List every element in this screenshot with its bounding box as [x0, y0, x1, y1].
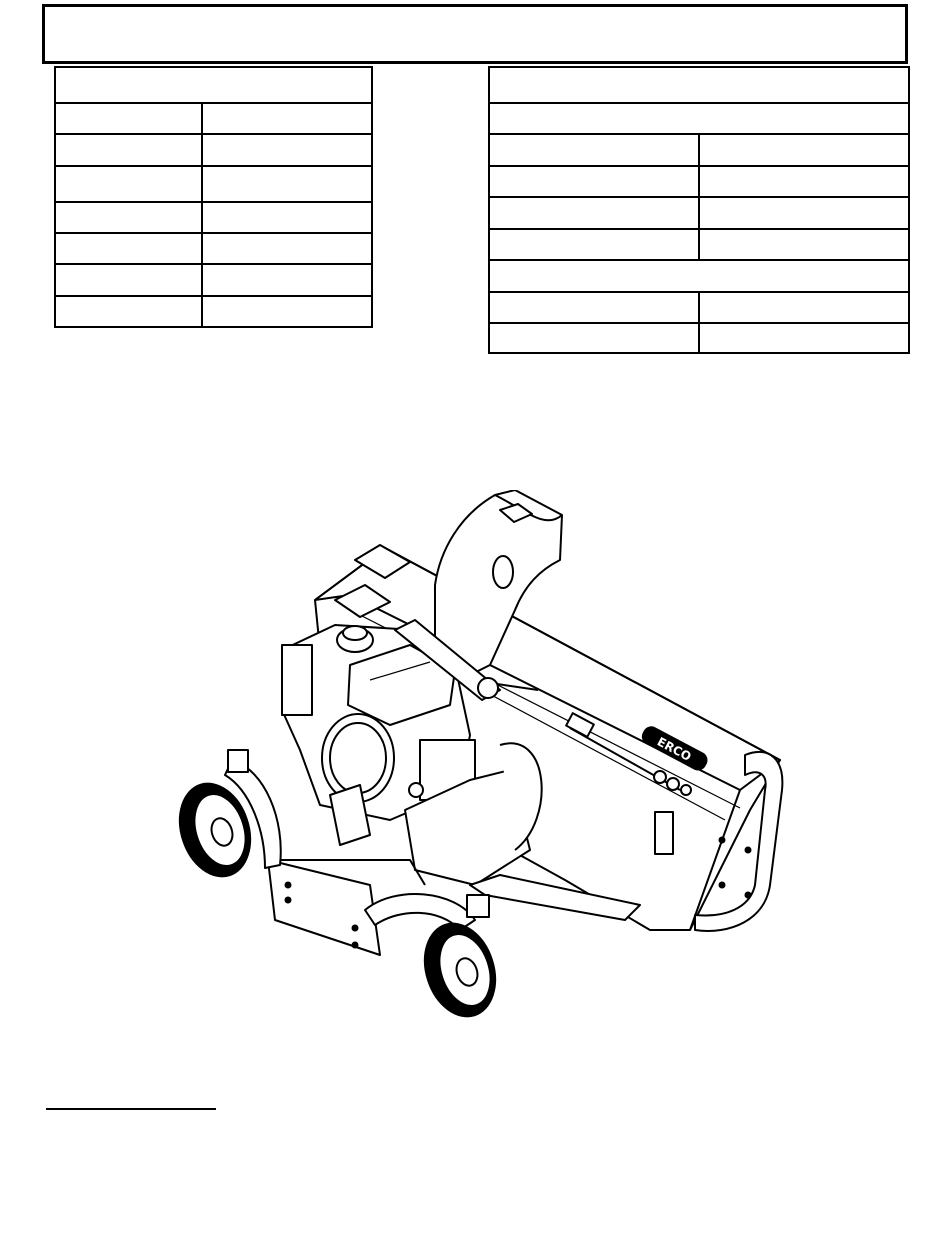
left-spec-table — [54, 66, 373, 328]
table-cell — [699, 166, 909, 197]
table-cell — [489, 134, 699, 166]
table-row — [489, 323, 909, 353]
table-header-row — [55, 67, 372, 103]
right-caster-wheel — [365, 894, 507, 1026]
table-row — [55, 296, 372, 327]
right-table-header — [489, 67, 909, 103]
table-cell — [202, 233, 372, 264]
right-table-section2-header — [489, 260, 909, 292]
table-cell — [55, 103, 202, 134]
table-cell — [202, 202, 372, 233]
table-cell — [202, 103, 372, 134]
table-cell — [55, 264, 202, 296]
snow-blower-illustration — [170, 490, 790, 1030]
table-row — [55, 202, 372, 233]
table-cell — [55, 166, 202, 202]
table-row — [489, 134, 909, 166]
table-cell — [489, 197, 699, 229]
table-row — [489, 292, 909, 323]
left-caster-wheel — [170, 750, 281, 886]
table-header-row — [489, 67, 909, 103]
table-section-row — [489, 260, 909, 292]
page-title-box — [42, 4, 908, 64]
table-cell — [489, 292, 699, 323]
table-row — [489, 166, 909, 197]
right-spec-table — [488, 66, 910, 354]
brand-label: ERCO — [654, 734, 694, 764]
table-cell — [699, 323, 909, 353]
table-cell — [489, 166, 699, 197]
table-cell — [489, 229, 699, 260]
table-cell — [699, 292, 909, 323]
table-row — [55, 233, 372, 264]
table-cell — [202, 134, 372, 166]
table-section-row — [489, 103, 909, 134]
table-row — [489, 197, 909, 229]
table-row — [489, 229, 909, 260]
table-cell — [699, 134, 909, 166]
table-cell — [202, 166, 372, 202]
table-row — [55, 166, 372, 202]
table-row — [55, 264, 372, 296]
table-cell — [55, 202, 202, 233]
right-table-section1-header — [489, 103, 909, 134]
table-cell — [699, 197, 909, 229]
table-cell — [489, 323, 699, 353]
table-cell — [55, 134, 202, 166]
table-cell — [202, 296, 372, 327]
left-table-header — [55, 67, 372, 103]
table-cell — [55, 296, 202, 327]
table-row — [55, 134, 372, 166]
mount-plate — [268, 860, 380, 955]
decal-panel — [655, 812, 673, 854]
table-cell — [699, 229, 909, 260]
table-cell — [202, 264, 372, 296]
table-cell — [55, 233, 202, 264]
table-row — [55, 103, 372, 134]
footnote-underline — [46, 1080, 216, 1110]
